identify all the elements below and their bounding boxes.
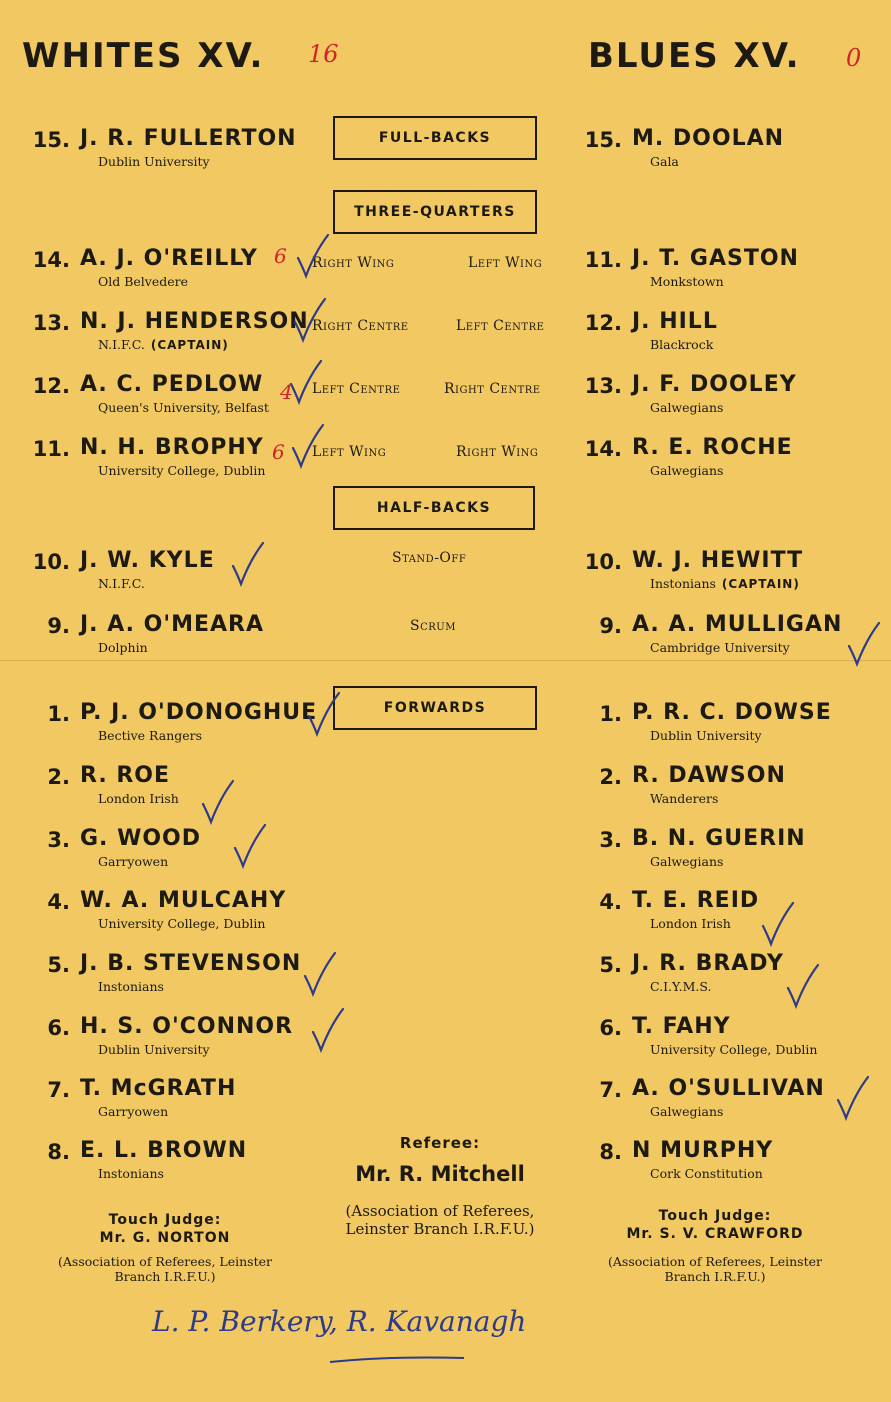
position-left-wing-right: Left Wing <box>468 255 543 271</box>
whites-player-club-text: Dublin University <box>98 1042 210 1057</box>
whites-player-club <box>98 154 210 169</box>
whites-player-number: 5. <box>47 953 70 977</box>
whites-player-club-text: University College, Dublin <box>98 916 266 931</box>
blues-player-club-text: C.I.Y.M.S. <box>650 979 712 994</box>
blues-player-club-text: Galwegians <box>650 854 724 869</box>
position-scrum: Scrum <box>410 618 456 634</box>
whites-player-club-text: Garryowen <box>98 854 169 869</box>
whites-player-club <box>98 400 269 415</box>
blues-player-club-text: Gala <box>650 154 679 169</box>
blues-player-club-text: Monkstown <box>650 274 724 289</box>
whites-player-number: 8. <box>47 1140 70 1164</box>
whites-handwritten-score: 6 <box>274 244 287 268</box>
left-touch-judge-label: Touch Judge: <box>108 1212 222 1228</box>
whites-player-club-text: N.I.F.C. <box>98 576 145 591</box>
whites-player-club-text: Dolphin <box>98 640 148 655</box>
blues-player-number: 1. <box>599 702 622 726</box>
blues-player-name: R. E. ROCHE <box>632 435 793 460</box>
handwritten-checkmark-icon <box>290 422 326 470</box>
blues-player-club <box>650 154 679 169</box>
position-stand-off: Stand-Off <box>392 550 467 566</box>
handwritten-checkmark-icon <box>302 950 338 998</box>
whites-player-name: A. J. O'REILLY <box>80 246 258 271</box>
blues-player-name: W. J. HEWITT <box>632 548 804 573</box>
blues-player-name: T. FAHY <box>632 1014 731 1039</box>
blues-player-name: A. O'SULLIVAN <box>632 1076 825 1101</box>
right-touch-judge-label: Touch Judge: <box>658 1208 772 1224</box>
blues-player-name: J. T. GASTON <box>632 246 799 271</box>
blues-player-number: 12. <box>584 311 622 335</box>
handwritten-checkmark-icon <box>232 822 268 870</box>
blues-player-club <box>650 791 718 806</box>
whites-player-club <box>98 1104 168 1119</box>
whites-player-number: 6. <box>47 1016 70 1040</box>
whites-handwritten-score: 4 <box>280 380 293 404</box>
whites-handwritten-score: 6 <box>272 440 285 464</box>
whites-player-name: J. W. KYLE <box>80 548 215 573</box>
whites-player-name: W. A. MULCAHY <box>80 888 287 913</box>
handwritten-checkmark-icon <box>785 962 821 1010</box>
blues-player-club <box>650 854 723 869</box>
whites-player-club <box>98 916 265 931</box>
position-left-centre-left: Left Centre <box>312 381 401 397</box>
whites-player-name: E. L. BROWN <box>80 1138 248 1163</box>
whites-player-club <box>98 463 265 478</box>
whites-player-number: 7. <box>47 1078 70 1102</box>
handwritten-checkmark-icon <box>835 1074 871 1122</box>
whites-player-club <box>98 979 164 994</box>
position-right-centre-right: Right Centre <box>444 381 541 397</box>
blues-captain-marker: (CAPTAIN) <box>721 577 800 591</box>
whites-player-name: J. B. STEVENSON <box>80 951 302 976</box>
blues-player-number: 15. <box>584 128 622 152</box>
handwritten-signature: L. P. Berkery, R. Kavanagh <box>152 1305 527 1338</box>
whites-player-club-text: Bective Rangers <box>98 728 203 743</box>
blues-player-club-text: University College, Dublin <box>650 1042 818 1057</box>
blues-player-name: A. A. MULLIGAN <box>632 612 843 637</box>
right-touch-judge-org-line1: (Association of Referees, Leinster <box>608 1254 822 1269</box>
referee-label: Referee: <box>399 1134 481 1152</box>
section-forwards: FORWARDS <box>333 686 537 730</box>
whites-player-name: G. WOOD <box>80 826 202 851</box>
blues-player-number: 5. <box>599 953 622 977</box>
blues-player-number: 2. <box>599 765 622 789</box>
whites-score: 16 <box>308 40 339 68</box>
whites-player-number: 15. <box>32 128 70 152</box>
whites-player-club-text: University College, Dublin <box>98 463 266 478</box>
handwritten-checkmark-icon <box>292 296 328 344</box>
blues-player-number: 3. <box>599 828 622 852</box>
whites-player-number: 10. <box>32 550 70 574</box>
position-right-wing-left: Right Wing <box>312 255 395 271</box>
right-touch-judge-name: Mr. S. V. CRAWFORD <box>626 1226 804 1242</box>
left-touch-judge-name: Mr. G. NORTON <box>99 1230 231 1246</box>
whites-player-number: 4. <box>47 890 70 914</box>
blues-player-number: 13. <box>584 374 622 398</box>
referee-org-line1: (Association of Referees, <box>345 1202 535 1220</box>
whites-player-number: 11. <box>32 437 70 461</box>
section-full-backs: FULL-BACKS <box>333 116 537 160</box>
position-right-wing-right: Right Wing <box>456 444 539 460</box>
position-left-wing-left: Left Wing <box>312 444 387 460</box>
blues-player-number: 10. <box>584 550 622 574</box>
whites-player-club <box>98 640 148 655</box>
blues-player-club <box>650 916 731 931</box>
blues-player-club <box>650 463 723 478</box>
whites-player-club-text: Old Belvedere <box>98 274 189 289</box>
whites-player-number: 3. <box>47 828 70 852</box>
blues-player-name: B. N. GUERIN <box>632 826 806 851</box>
blues-player-club <box>650 1042 817 1057</box>
blues-player-club-text: Blackrock <box>650 337 714 352</box>
blues-player-name: R. DAWSON <box>632 763 786 788</box>
whites-player-number: 1. <box>47 702 70 726</box>
blues-player-club <box>650 728 762 743</box>
blues-player-club-text: London Irish <box>650 916 731 931</box>
whites-player-club <box>98 1166 164 1181</box>
whites-player-club <box>98 791 179 806</box>
blues-player-name: M. DOOLAN <box>632 126 785 151</box>
blues-player-name: J. F. DOOLEY <box>632 372 797 397</box>
paper-fold-line <box>0 660 891 661</box>
handwritten-checkmark-icon <box>295 232 331 280</box>
whites-player-name: N. H. BROPHY <box>80 435 264 460</box>
whites-player-club <box>98 1042 210 1057</box>
blues-player-club <box>650 1104 723 1119</box>
whites-player-club-text: Dublin University <box>98 154 210 169</box>
blues-player-number: 7. <box>599 1078 622 1102</box>
blues-player-club <box>650 576 800 591</box>
whites-player-club-text: Garryowen <box>98 1104 169 1119</box>
blues-player-club-text: Dublin University <box>650 728 762 743</box>
whites-player-club <box>98 854 168 869</box>
blues-player-number: 8. <box>599 1140 622 1164</box>
referee-name: Mr. R. Mitchell <box>355 1162 525 1186</box>
section-half-backs: HALF-BACKS <box>333 486 535 530</box>
whites-player-name: J. A. O'MEARA <box>80 612 265 637</box>
blues-player-club <box>650 337 713 352</box>
whites-title: WHITES XV. <box>22 36 265 76</box>
blues-player-club <box>650 1166 763 1181</box>
right-touch-judge-org-line2: Branch I.R.F.U.) <box>664 1269 766 1284</box>
blues-player-club <box>650 640 790 655</box>
whites-player-number: 9. <box>47 614 70 638</box>
whites-player-club <box>98 274 188 289</box>
whites-player-number: 2. <box>47 765 70 789</box>
section-three-quarters: THREE-QUARTERS <box>333 190 537 234</box>
whites-player-name: H. S. O'CONNOR <box>80 1014 294 1039</box>
whites-player-number: 12. <box>32 374 70 398</box>
whites-player-number: 13. <box>32 311 70 335</box>
blues-player-name: T. E. REID <box>632 888 760 913</box>
signature-underline <box>328 1350 468 1370</box>
whites-player-name: A. C. PEDLOW <box>80 372 264 397</box>
whites-player-club-text: Queen's University, Belfast <box>98 400 269 415</box>
blues-player-club-text: Galwegians <box>650 400 724 415</box>
left-touch-judge-org-line2: Branch I.R.F.U.) <box>114 1269 216 1284</box>
blues-player-name: J. HILL <box>632 309 718 334</box>
blues-title: BLUES XV. <box>588 36 801 76</box>
whites-player-name: N. J. HENDERSON <box>80 309 309 334</box>
handwritten-checkmark-icon <box>200 778 236 826</box>
whites-player-club-text: London Irish <box>98 791 179 806</box>
whites-player-club <box>98 576 145 591</box>
blues-player-club-text: Galwegians <box>650 1104 724 1119</box>
whites-player-club <box>98 728 202 743</box>
blues-player-club-text: Cork Constitution <box>650 1166 763 1181</box>
blues-player-club-text: Wanderers <box>650 791 719 806</box>
position-right-centre-left: Right Centre <box>312 318 409 334</box>
handwritten-checkmark-icon <box>760 900 796 948</box>
blues-player-number: 4. <box>599 890 622 914</box>
referee-org-line2: Leinster Branch I.R.F.U.) <box>345 1220 535 1238</box>
blues-player-club-text: Cambridge University <box>650 640 790 655</box>
blues-player-number: 11. <box>584 248 622 272</box>
whites-captain-marker: (CAPTAIN) <box>150 338 229 352</box>
blues-score: 0 <box>846 44 862 72</box>
blues-player-number: 14. <box>584 437 622 461</box>
blues-player-name: N MURPHY <box>632 1138 774 1163</box>
blues-player-number: 6. <box>599 1016 622 1040</box>
blues-player-club <box>650 400 723 415</box>
blues-player-number: 9. <box>599 614 622 638</box>
whites-player-number: 14. <box>32 248 70 272</box>
left-touch-judge-org-line1: (Association of Referees, Leinster <box>58 1254 272 1269</box>
handwritten-checkmark-icon <box>306 690 342 738</box>
whites-player-name: T. McGRATH <box>80 1076 237 1101</box>
whites-player-name: J. R. FULLERTON <box>80 126 297 151</box>
blues-player-club-text: Instonians <box>650 576 716 591</box>
blues-player-club-text: Galwegians <box>650 463 724 478</box>
blues-player-club <box>650 979 711 994</box>
whites-player-club-text: Instonians <box>98 979 164 994</box>
handwritten-checkmark-icon <box>310 1006 346 1054</box>
whites-player-club-text: N.I.F.C. <box>98 337 145 352</box>
blues-player-name: P. R. C. DOWSE <box>632 700 832 725</box>
handwritten-checkmark-icon <box>230 540 266 588</box>
whites-player-name: P. J. O'DONOGHUE <box>80 700 318 725</box>
handwritten-checkmark-icon <box>288 358 324 406</box>
handwritten-checkmark-icon <box>846 620 882 668</box>
blues-player-name: J. R. BRADY <box>632 951 784 976</box>
whites-player-club <box>98 337 229 352</box>
position-left-centre-right: Left Centre <box>456 318 545 334</box>
whites-player-name: R. ROE <box>80 763 171 788</box>
whites-player-club-text: Instonians <box>98 1166 164 1181</box>
blues-player-club <box>650 274 724 289</box>
